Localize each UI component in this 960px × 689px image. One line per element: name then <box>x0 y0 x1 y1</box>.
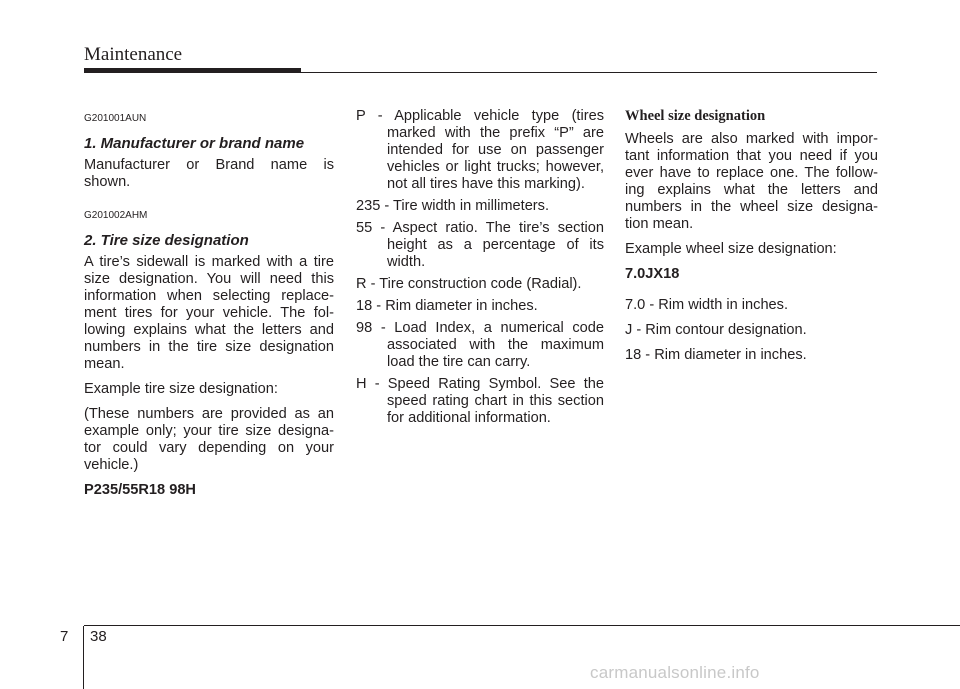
footer-divider <box>83 626 84 689</box>
column-right <box>625 108 878 372</box>
paragraph: Example wheel size designation: <box>625 241 837 257</box>
list-item: 235 - Tire width in millimeters. <box>356 198 550 214</box>
list-item: 98 - Load Index, a numerical code associated with the maximum load the tire can carry. <box>356 320 604 370</box>
column-left <box>84 108 334 507</box>
header-rule-accent <box>84 68 301 73</box>
footer-rule <box>84 625 960 626</box>
example-code: 7.0JX18 <box>625 266 680 282</box>
paragraph: Wheels are also marked with impor- tant information that you need if you ever have to replace one. The follow- ing explains what the letters and numbers in the wheel size designa- tion mean. <box>625 131 878 232</box>
list-item: 18 - Rim diameter in inches. <box>356 298 538 314</box>
list-item: H - Speed Rating Symbol. See the speed rating chart in this section for additional information. <box>356 376 604 426</box>
section-heading: 2. Tire size designation <box>84 232 249 249</box>
paragraph: (These numbers are provided as an example only; your tire size designa- tor could vary depending on your vehicle.) <box>84 406 334 473</box>
page-header-title: Maintenance <box>84 44 183 65</box>
paragraph: A tire’s sidewall is marked with a tire size designation. You will need this information when selecting replace- ment tires for your vehicle. The fol- lowing explains what the letters and numbers in the tire size designation mean. <box>84 254 334 372</box>
list-item: 55 - Aspect ratio. The tire’s section height as a percentage of its width. <box>356 220 604 270</box>
section-heading: Wheel size designation <box>625 108 766 124</box>
paragraph: Example tire size designation: <box>84 381 278 397</box>
chapter-number: 7 <box>60 628 69 645</box>
section-heading: 1. Manufacturer or brand name <box>84 135 305 152</box>
column-middle <box>356 108 604 432</box>
example-code: P235/55R18 98H <box>84 482 196 498</box>
list-item: 18 - Rim diameter in inches. <box>625 347 807 363</box>
list-item: 7.0 - Rim width in inches. <box>625 297 789 313</box>
watermark: carmanualsonline.info <box>590 663 760 682</box>
section-code: G201001AUN <box>84 113 147 124</box>
section-code: G201002AHM <box>84 210 148 221</box>
list-item: R - Tire construction code (Radial). <box>356 276 582 292</box>
page-number: 38 <box>90 628 107 645</box>
list-item: J - Rim contour designation. <box>625 322 807 338</box>
paragraph: Manufacturer or Brand name is shown. <box>84 157 334 190</box>
list-item: P - Applicable vehicle type (tires marked with the prefix “P” are intended for use on passenger vehicles or light trucks; however, not all tires have this marking). <box>356 108 604 192</box>
